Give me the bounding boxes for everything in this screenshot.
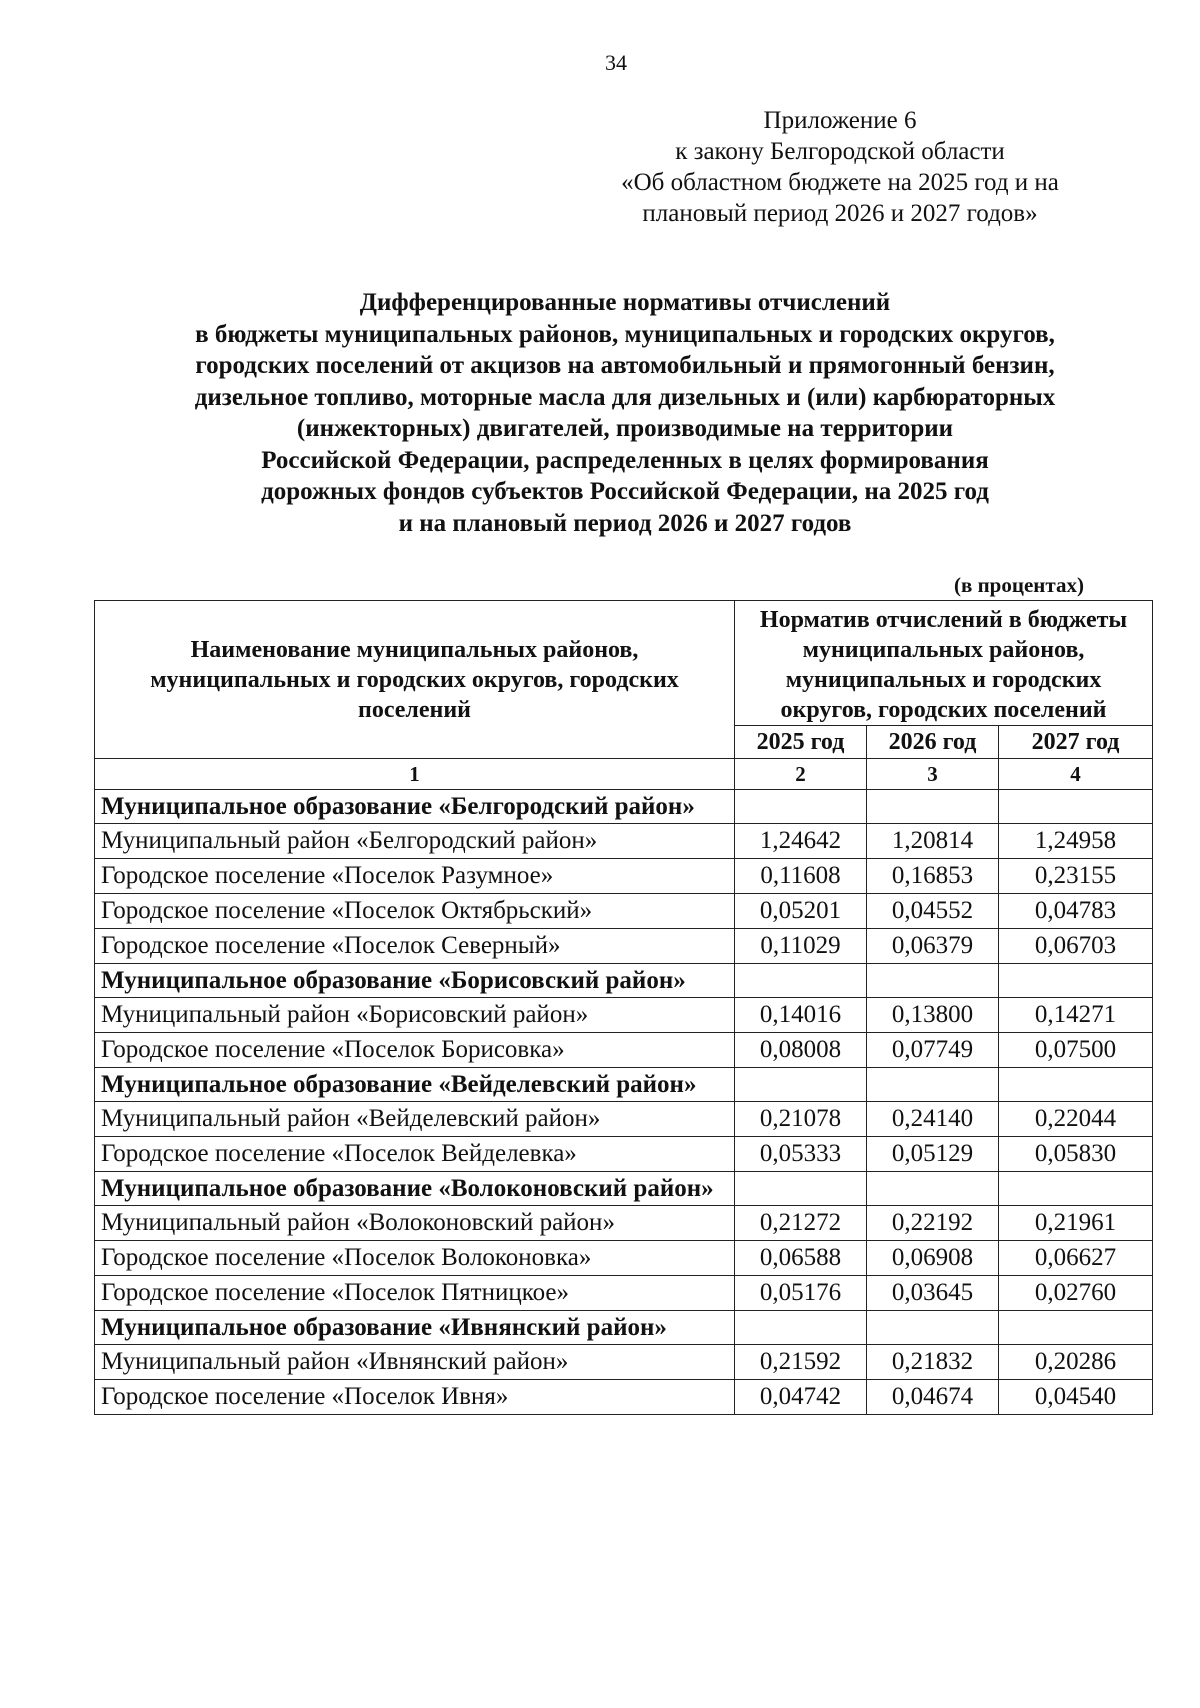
value-cell-2026: 0,05129 [867,1137,999,1172]
table-row [95,894,1153,929]
value-cell-2025: 0,05201 [735,894,867,929]
value-cell-2027: 1,24958 [999,824,1153,859]
header-year-2026: 2026 год [867,726,999,759]
header-norm: Норматив отчислений в бюджеты муниципальных районов, муниципальных и городских округов, городских поселений [735,601,1153,726]
table-row [95,1241,1153,1276]
name-cell: Городское поселение «Поселок Борисовка» [95,1033,735,1068]
value-cell-2025: 0,11608 [735,859,867,894]
table-row [95,1033,1153,1068]
title-line: дорожных фондов субъектов Российской Федерации, на 2025 год [261,478,989,505]
value-cell-2025: 0,05176 [735,1276,867,1311]
name-cell: Муниципальный район «Вейделевский район» [95,1102,735,1137]
appendix-line: «Об областном бюджете на 2025 год и на [621,169,1059,196]
value-cell-2027: 0,21961 [999,1206,1153,1241]
value-cell-2027: 0,06703 [999,929,1153,964]
name-cell: Муниципальный район «Ивнянский район» [95,1345,735,1380]
value-cell-2026: 0,16853 [867,859,999,894]
title-line: Дифференцированные нормативы отчислений [359,289,891,316]
name-cell: Муниципальный район «Белгородский район» [95,824,735,859]
table-group-row [95,964,1153,998]
value-cell-2027: 0,22044 [999,1102,1153,1137]
value-cell-2026: 0,13800 [867,998,999,1033]
value-cell-2026 [867,1311,999,1345]
value-cell-2025 [735,1311,867,1345]
value-cell-2027 [999,964,1153,998]
value-cell-2026: 0,22192 [867,1206,999,1241]
header-year-2027: 2027 год [999,726,1153,759]
table-row [95,1137,1153,1172]
table-row [95,1102,1153,1137]
title-line: дизельное топливо, моторные масла для дизельных и (или) карбюраторных [194,383,1056,411]
name-cell: Муниципальный район «Волоконовский район» [95,1206,735,1241]
value-cell-2026: 0,04552 [867,894,999,929]
value-cell-2026: 0,04674 [867,1380,999,1415]
title-line: в бюджеты муниципальных районов, муниципальных и городских округов, [195,320,1055,348]
value-cell-2026: 0,07749 [867,1033,999,1068]
table-row [95,929,1153,964]
header-name: Наименование муниципальных районов, муниципальных и городских округов, городских поселений [95,601,735,759]
title-line: городских поселений от акцизов на автомобильный и прямогонный бензин, [195,352,1055,379]
value-cell-2025: 0,08008 [735,1033,867,1068]
name-cell: Городское поселение «Поселок Пятницкое» [95,1276,735,1311]
document-title [90,287,1160,539]
value-cell-2025 [735,1172,867,1206]
value-cell-2027: 0,06627 [999,1241,1153,1276]
table-group-row [95,1311,1153,1345]
title-line: (инжекторных) двигателей, производимые на территории [296,415,954,442]
name-cell: Городское поселение «Поселок Ивня» [95,1380,735,1415]
value-cell-2027 [999,1068,1153,1102]
value-cell-2025: 0,14016 [735,998,867,1033]
table-row [95,998,1153,1033]
appendix-line: Приложение 6 [763,107,917,134]
value-cell-2027: 0,05830 [999,1137,1153,1172]
value-cell-2025: 0,21078 [735,1102,867,1137]
appendix-line: к закону Белгородской области [675,138,1005,165]
value-cell-2027: 0,04783 [999,894,1153,929]
value-cell-2027: 0,02760 [999,1276,1153,1311]
name-cell: Муниципальный район «Борисовский район» [95,998,735,1033]
value-cell-2027 [999,1172,1153,1206]
title-line: и на плановый период 2026 и 2027 годов [398,509,852,537]
value-cell-2025: 0,21592 [735,1345,867,1380]
name-cell: Городское поселение «Поселок Волоконовка» [95,1241,735,1276]
value-cell-2025: 0,21272 [735,1206,867,1241]
value-cell-2026 [867,790,999,824]
name-cell: Городское поселение «Поселок Октябрьский» [95,894,735,929]
table-body [95,790,1153,1415]
units-note: (в процентах) [954,573,1084,597]
value-cell-2025: 0,05333 [735,1137,867,1172]
group-name-cell: Муниципальное образование «Ивнянский район» [95,1311,735,1345]
value-cell-2027 [999,1311,1153,1345]
value-cell-2025 [735,1068,867,1102]
value-cell-2025: 0,11029 [735,929,867,964]
name-cell: Городское поселение «Поселок Разумное» [95,859,735,894]
value-cell-2026 [867,1172,999,1206]
name-cell: Городское поселение «Поселок Северный» [95,929,735,964]
group-name-cell: Муниципальное образование «Борисовский район» [95,964,735,998]
value-cell-2025: 1,24642 [735,824,867,859]
header-year-2025: 2025 год [735,726,867,759]
value-cell-2027: 0,14271 [999,998,1153,1033]
page-number: 34 [605,50,627,75]
appendix-line: плановый период 2026 и 2027 годов» [642,200,1038,227]
norms-table [94,600,1153,1415]
title-line: Российской Федерации, распределенных в целях формирования [261,446,989,474]
column-number: 4 [999,759,1153,790]
group-name-cell: Муниципальное образование «Вейделевский район» [95,1068,735,1102]
value-cell-2027 [999,790,1153,824]
table-row [95,1276,1153,1311]
value-cell-2025: 0,04742 [735,1380,867,1415]
group-name-cell: Муниципальное образование «Волоконовский район» [95,1172,735,1206]
value-cell-2027: 0,23155 [999,859,1153,894]
table-group-row [95,1172,1153,1206]
name-cell: Городское поселение «Поселок Вейделевка» [95,1137,735,1172]
value-cell-2027: 0,04540 [999,1380,1153,1415]
column-number: 2 [735,759,867,790]
value-cell-2026 [867,964,999,998]
appendix-reference [560,105,1120,229]
value-cell-2026: 1,20814 [867,824,999,859]
table-group-row [95,790,1153,824]
value-cell-2026: 0,06379 [867,929,999,964]
column-number: 3 [867,759,999,790]
value-cell-2027: 0,20286 [999,1345,1153,1380]
table-row [95,859,1153,894]
value-cell-2026: 0,21832 [867,1345,999,1380]
value-cell-2025: 0,06588 [735,1241,867,1276]
table-row [95,1380,1153,1415]
group-name-cell: Муниципальное образование «Белгородский район» [95,790,735,824]
value-cell-2025 [735,964,867,998]
value-cell-2026: 0,03645 [867,1276,999,1311]
value-cell-2026: 0,06908 [867,1241,999,1276]
table-row [95,1206,1153,1241]
table-group-row [95,1068,1153,1102]
value-cell-2025 [735,790,867,824]
value-cell-2026: 0,24140 [867,1102,999,1137]
table-row [95,824,1153,859]
value-cell-2026 [867,1068,999,1102]
column-number: 1 [95,759,735,790]
table-row [95,1345,1153,1380]
value-cell-2027: 0,07500 [999,1033,1153,1068]
